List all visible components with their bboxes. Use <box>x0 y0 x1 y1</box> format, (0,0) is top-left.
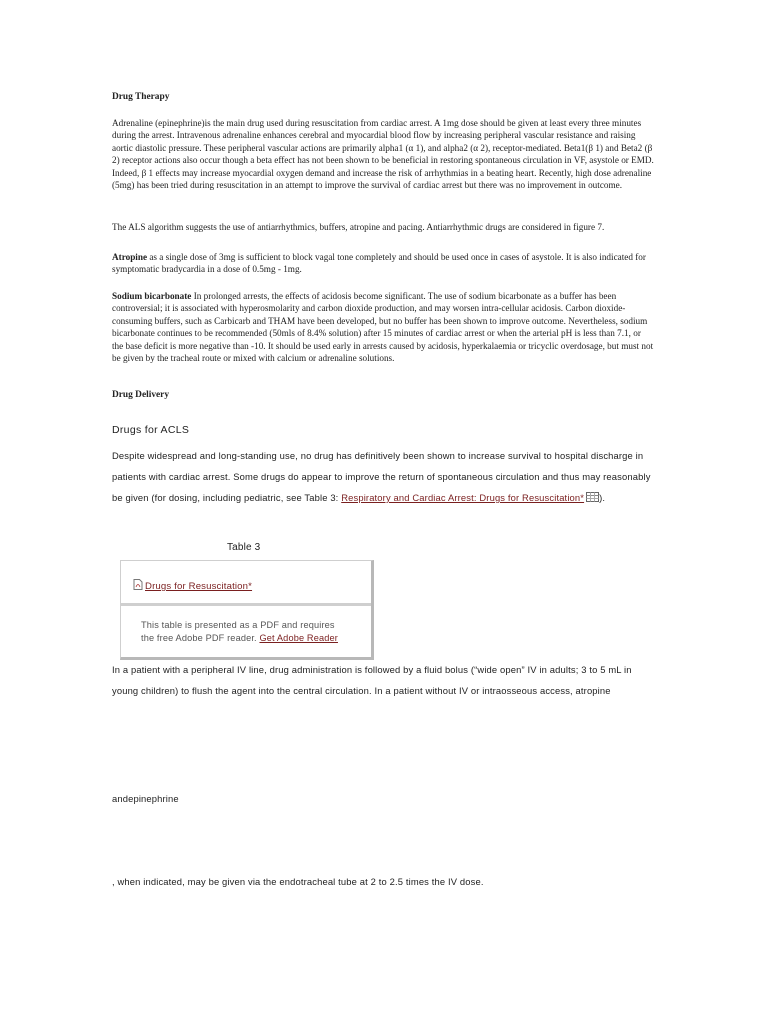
bicarbonate-paragraph <box>112 290 654 364</box>
iv-line-paragraph: In a patient with a peripheral IV line, drug administration is followed by a fluid bolus (“wide open” IV in adults; 3 to 5 mL in young children) to flush the agent into the central circulation. In a patient without IV or intraosseous access, atropine <box>112 664 632 696</box>
atropine-paragraph <box>112 251 654 276</box>
acls-text: Despite widespread and long-standing use, no drug has definitively been shown to increase survival to hospital discharge in patients with cardiac arrest. Some drugs do appear to improve the return of spontaneous circulation and thus may reasonably be given (for dosing, including pediatric, see Table 3: <box>112 450 651 503</box>
pdf-note-line1: This table is presented as a PDF and requires <box>141 620 335 630</box>
als-algorithm-paragraph: The ALS algorithm suggests the use of antiarrhythmics, buffers, atropine and pacing. Antiarrhythmic drugs are considered in figure 7. <box>112 222 605 232</box>
bicarbonate-term: Sodium bicarbonate <box>112 291 192 301</box>
acls-text-end: ). <box>599 492 606 503</box>
pdf-link-row <box>121 561 371 606</box>
drugs-for-acls-title: Drugs for ACLS <box>112 424 190 436</box>
pdf-note-line2 <box>141 632 338 645</box>
andepinephrine-text: andepinephrine <box>112 793 179 804</box>
pdf-table-box <box>120 560 374 660</box>
atropine-text: as a single dose of 3mg is sufficient to block vagal tone completely and should be used once in cases of asystole. It is also indicated for symptomatic bradycardia in a dose of 0.5mg - 1mg. <box>112 252 646 275</box>
adrenaline-paragraph: Adrenaline (epinephrine)is the main drug used during resuscitation from cardiac arrest. A 1mg dose should be given at least every three minutes during the arrest. Intravenous adrenaline enhances cerebral and myocardial blood flow by increasing peripheral vascular resistance and raising aortic diastolic pressure. These peripheral vascular actions are primarily alpha1 (α 1), and alpha2 (α 2), receptor-mediated. Beta1(β 1) and Beta2 (β 2) receptor actions also occur though a beta effect has not been shown to be beneficial in restoring spontaneous circulation in VF, asystole or EMD. Indeed, β 1 effects may increase myocardial oxygen demand and increase the risk of arrhythmias in a beating heart. Recently, high dose adrenaline (5mg) has been tried during resuscitation in an attempt to improve the survival of cardiac arrest but there was no improvement in outcome. <box>112 118 654 191</box>
table-caption: Table 3 <box>227 542 261 553</box>
get-adobe-reader-link[interactable]: Get Adobe Reader <box>259 632 338 643</box>
drug-therapy-heading: Drug Therapy <box>112 92 170 102</box>
drug-delivery-heading: Drug Delivery <box>112 390 170 400</box>
pdf-icon[interactable] <box>133 579 143 590</box>
endotracheal-text: , when indicated, may be given via the endotracheal tube at 2 to 2.5 times the IV dose. <box>112 876 484 887</box>
bicarbonate-text: In prolonged arrests, the effects of acidosis become significant. The use of sodium bicarbonate as a buffer has been controversial; it is associated with hyperosmolarity and carbon dioxide production, and may worsen intra-cellular acidosis. Carbon dioxide-consuming buffers, such as Carbicarb and THAM have been developed, but no buffer has been shown to improve outcome. Nevertheless, sodium bicarbonate continues to be recommended (50mls of 8.4% solution) after 15 minutes of cardiac arrest or when the arterial pH is less than 7.1, or the base deficit is more negative than -10. It should be used early in arrests caused by acidosis, hyperkalaemia or tricyclic overdosage, but must not be given by the tracheal route or mixed with calcium or adrenaline solutions. <box>112 291 654 364</box>
pdf-note-text: the free Adobe PDF reader. <box>141 632 260 643</box>
acls-paragraph <box>112 445 658 508</box>
pdf-drugs-link[interactable]: Drugs for Resuscitation* <box>145 581 253 592</box>
pdf-note <box>141 619 338 644</box>
drugs-resuscitation-link[interactable]: Respiratory and Cardiac Arrest: Drugs for Resuscitation* <box>341 492 585 503</box>
atropine-term: Atropine <box>112 252 148 262</box>
table-icon[interactable] <box>586 488 599 498</box>
